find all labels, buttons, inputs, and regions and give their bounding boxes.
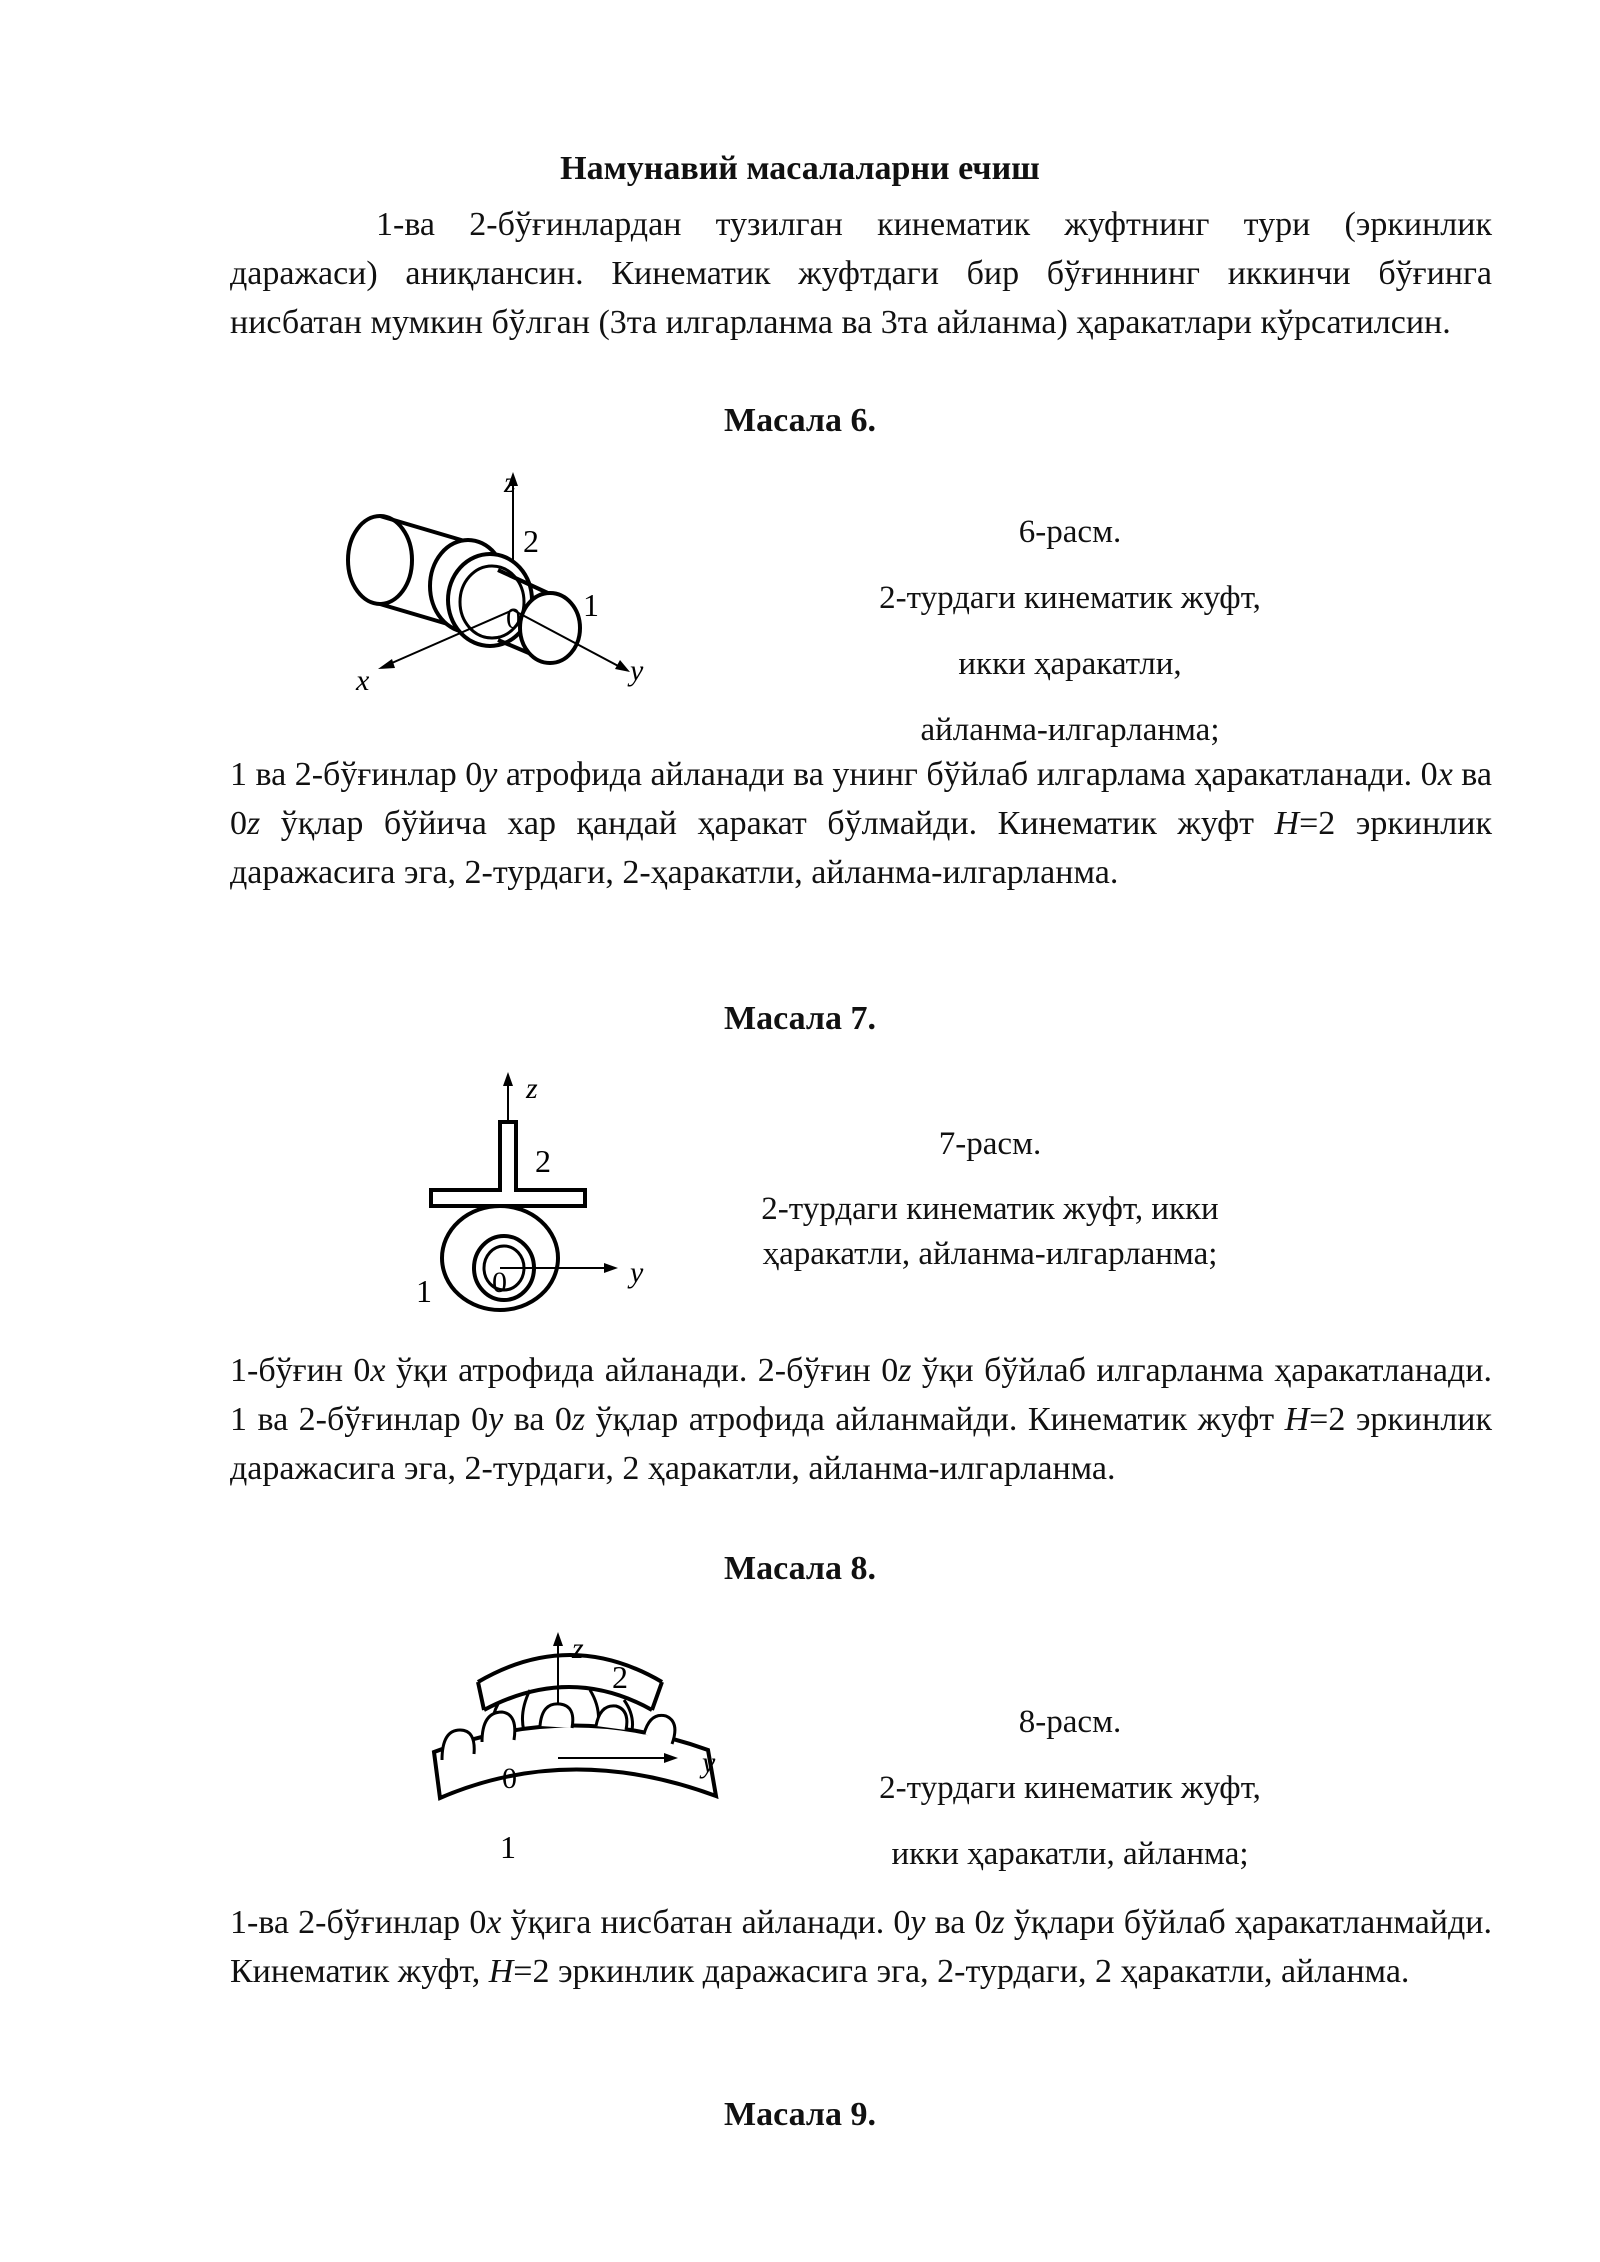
axis-y-label: y: [702, 1746, 716, 1779]
caption-line: икки ҳаракатли,: [958, 646, 1182, 682]
y-axis-arrow: [615, 660, 630, 672]
y-axis-arrow: [604, 1263, 618, 1273]
z-axis-arrow: [503, 1072, 513, 1086]
problem-7-title: Масала 7.: [724, 1000, 876, 1037]
caption-line: икки ҳаракатли, айланма;: [891, 1836, 1249, 1872]
axis-x-label: x: [356, 664, 370, 697]
figure-6-caption: [790, 510, 1350, 748]
intro-paragraph: [230, 200, 1492, 347]
cylinder-1-front: [520, 593, 580, 663]
z-axis-arrow: [553, 1632, 563, 1646]
problem-6-text: [230, 750, 1492, 897]
link-2-slider: [431, 1122, 585, 1206]
figure-7-caption: [700, 1122, 1280, 1277]
x-axis-arrow: [378, 659, 395, 669]
caption-line: 2-турдаги кинематик жуфт, икки ҳаракатли, айланма-илгарланма;: [761, 1191, 1219, 1272]
label-1: 1: [500, 1829, 516, 1865]
figure-7-diagram: [400, 1070, 690, 1320]
caption-line: 8-расм.: [1018, 1704, 1122, 1740]
caption-line: айланма-илгарланма;: [920, 712, 1220, 748]
label-0: 0: [502, 1762, 517, 1795]
label-2: 2: [523, 523, 539, 559]
label-1: 1: [416, 1273, 432, 1309]
label-2: 2: [535, 1143, 551, 1179]
problem-8-paragraph: 1-ва 2-бўғинлар 0x ўқига нисбатан айланади. 0y ва 0z ўқлари бўйлаб ҳаракатланмайди. Кинематик жуфт, H=2 эркинлик даражасига эга, 2-турдаги, 2 ҳаракатли, айланма.: [230, 1904, 1492, 1990]
axis-z-label: z: [572, 1632, 584, 1665]
gear-2-rim-outer: [478, 1655, 662, 1682]
axis-y-label: y: [630, 1256, 644, 1289]
cylinder-2-back: [348, 516, 412, 604]
intro-text: 1-ва 2-бўғинлардан тузилган кинематик жуфтнинг тури (эркинлик даражаси) аниқлансин. Кинематик жуфтдаги бир бўғиннинг иккинчи бўғинга нисбатан мумкин бўлган (3та илгарланма ва 3та айланма) ҳаракатлари кўрсатилсин.: [230, 206, 1492, 341]
problem-7-text: [230, 1346, 1492, 1493]
axis-z-label: z: [526, 1072, 538, 1105]
problem-9-title: Масала 9.: [724, 2096, 876, 2133]
label-0: 0: [506, 602, 521, 635]
axis-z-label: z: [504, 466, 516, 499]
caption-line: 2-турдаги кинематик жуфт,: [879, 580, 1261, 616]
figure-8-caption: [790, 1700, 1350, 1872]
page-heading: Намунавий масалаларни ечиш: [560, 150, 1040, 187]
caption-line: 7-расм.: [938, 1126, 1042, 1162]
caption-line: 6-расм.: [1018, 514, 1122, 550]
problem-6-paragraph: 1 ва 2-бўғинлар 0y атрофида айланади ва унинг бўйлаб илгарлама ҳаракатланади. 0x ва 0z ўқлар бўйича хар қандай ҳаракат бўлмайди. Кинематик жуфт H=2 эркинлик даражасига эга, 2-турдаги, 2-ҳаракатли, айланма-илгарланма.: [230, 756, 1492, 891]
label-1: 1: [583, 587, 599, 623]
problem-8-title: Масала 8.: [724, 1550, 876, 1587]
axis-y-label: y: [630, 654, 644, 687]
label-2: 2: [612, 1659, 628, 1695]
problem-7-paragraph: 1-бўғин 0x ўқи атрофида айланади. 2-бўғин 0z ўқи бўйлаб илгарланма ҳаракатланади. 1 ва 2-бўғинлар 0y ва 0z ўқлар атрофида айланмайди. Кинематик жуфт H=2 эркинлик даражасига эга, 2-турдаги, 2 ҳаракатли, айланма-илгарланма.: [230, 1352, 1492, 1487]
caption-line: 2-турдаги кинематик жуфт,: [879, 1770, 1261, 1806]
figure-6-diagram: [340, 466, 670, 710]
label-0: 0: [492, 1266, 507, 1299]
problem-6-title: Масала 6.: [724, 402, 876, 439]
figure-8-diagram: [420, 1630, 740, 1875]
problem-8-text: [230, 1898, 1492, 1996]
